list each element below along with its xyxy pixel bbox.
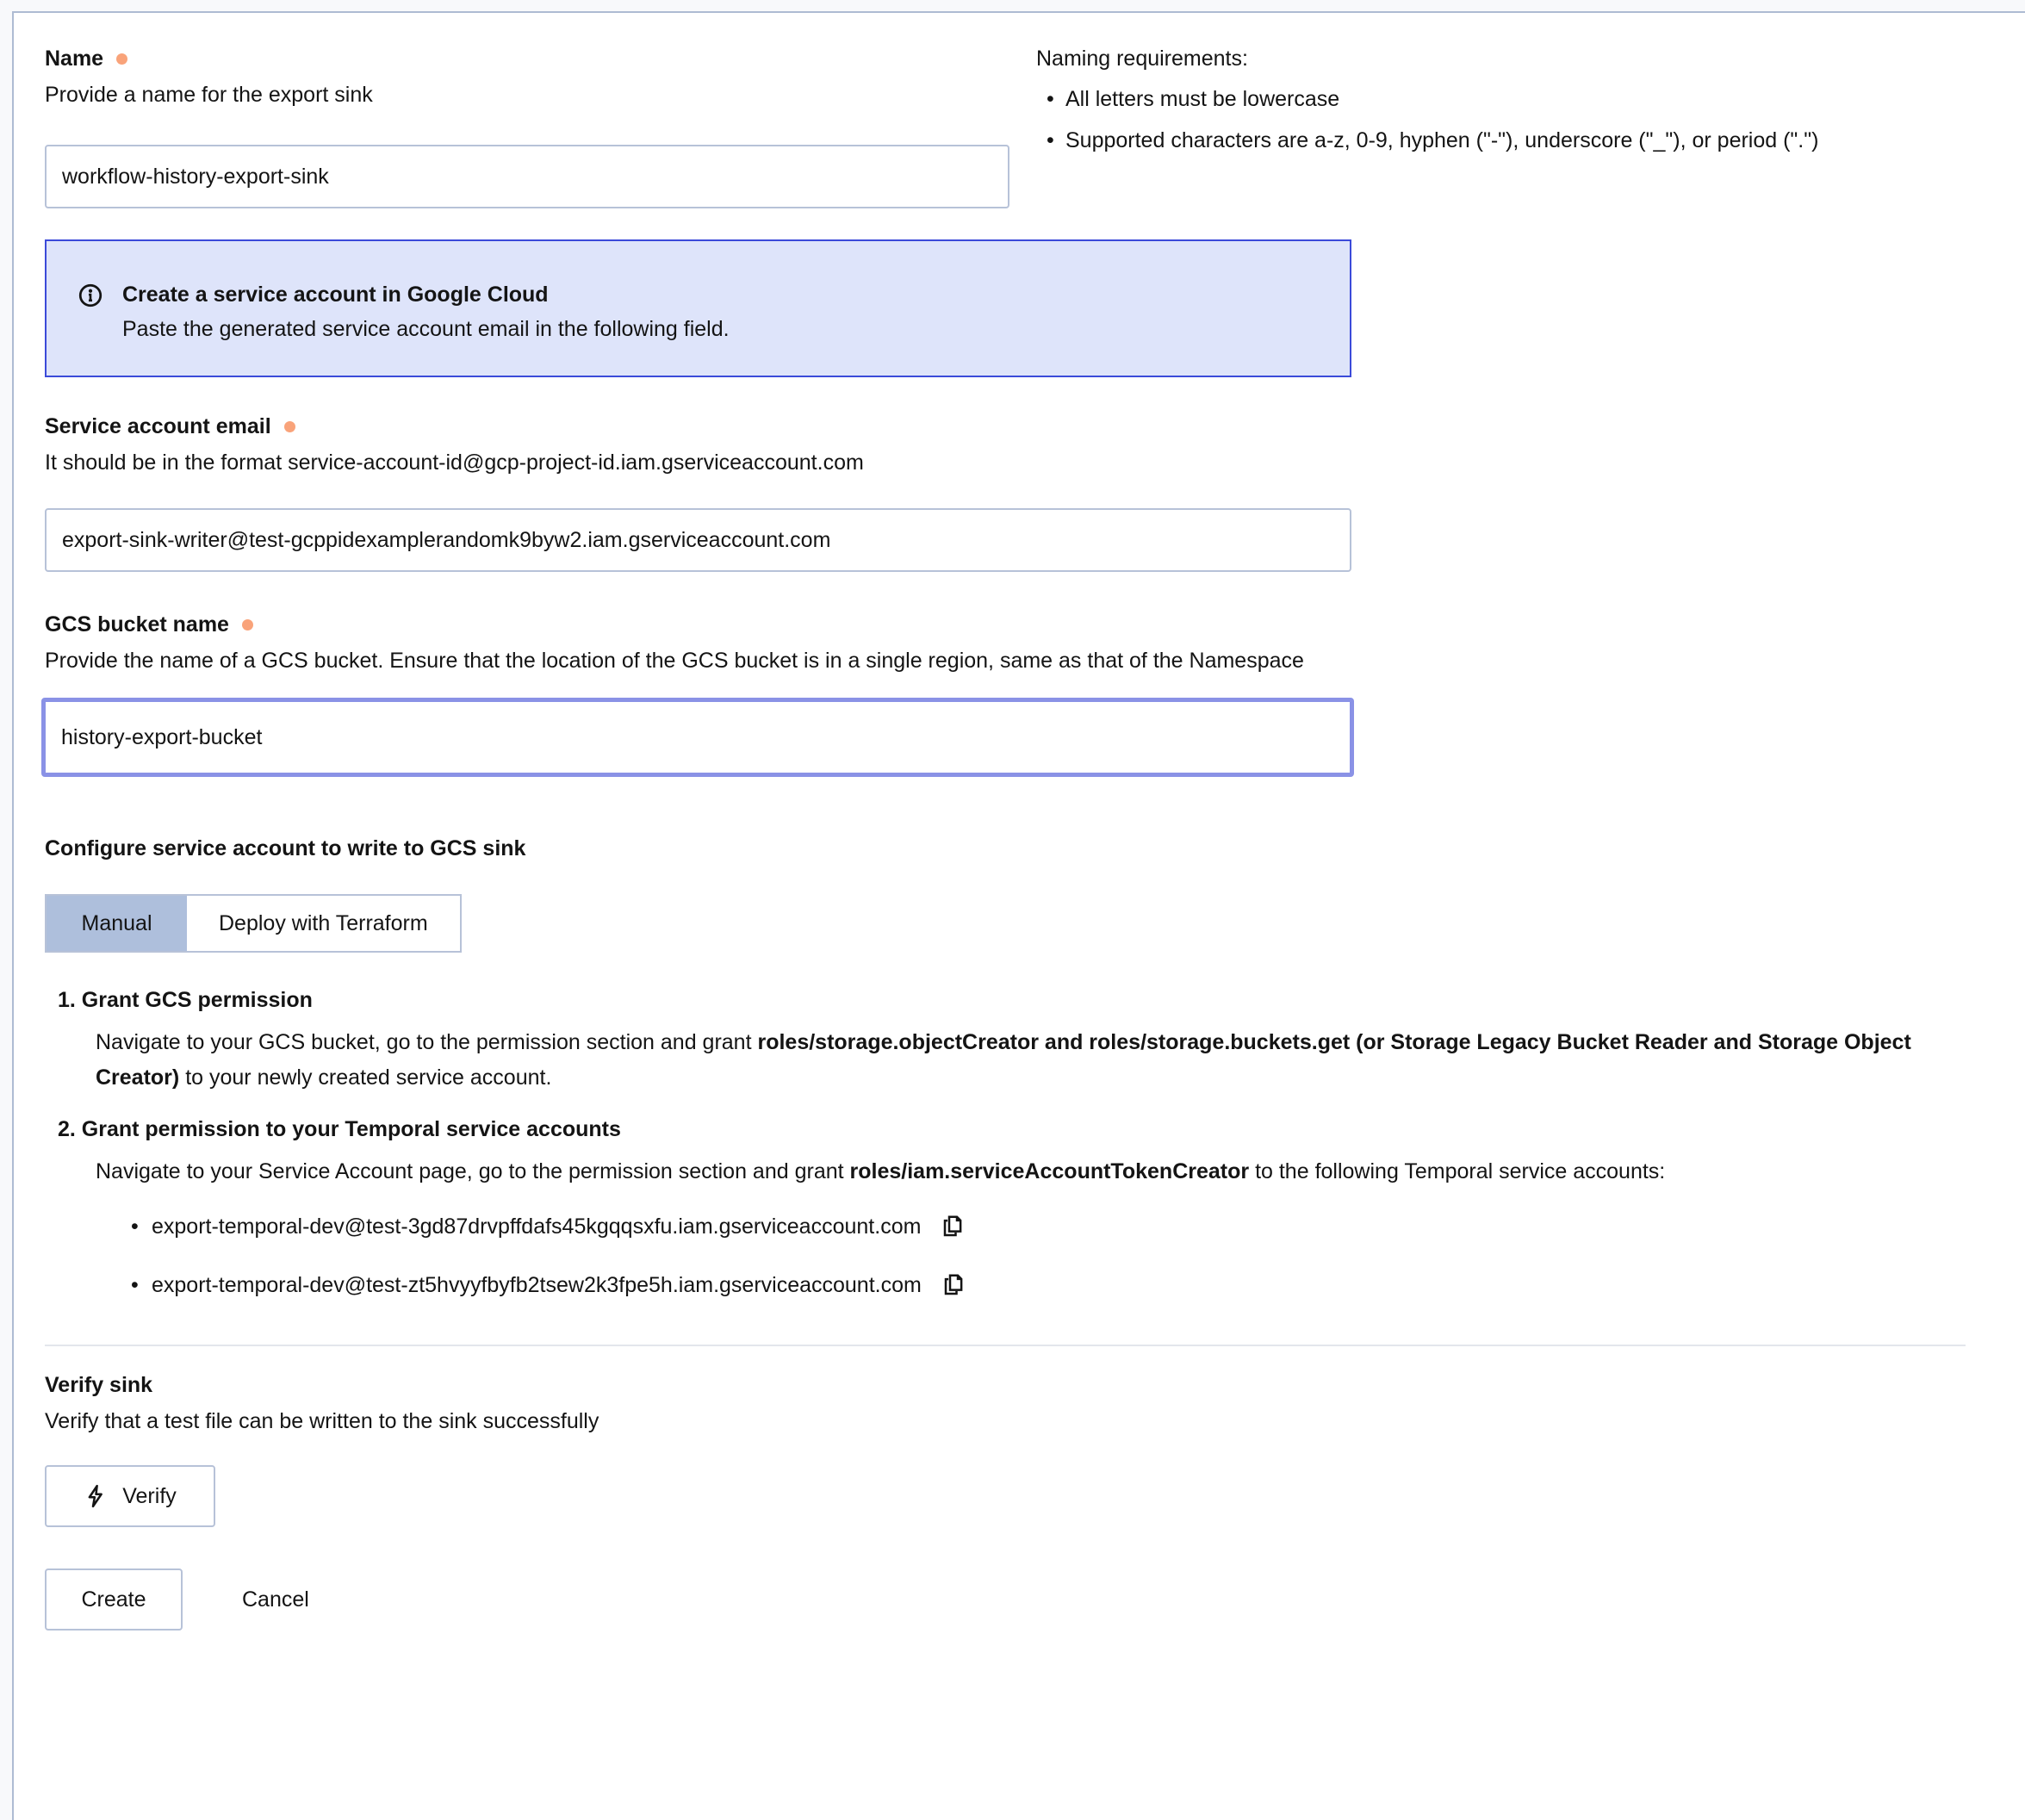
- bullet-icon: •: [1047, 128, 1054, 152]
- step-grant-gcs-permission: [58, 987, 1979, 1096]
- step-grant-temporal-permission: [58, 1116, 1979, 1190]
- step-text: Navigate to your GCS bucket, go to the permission section and grant: [96, 1030, 758, 1054]
- naming-requirement-item: [1036, 127, 1979, 154]
- step-text: to the following Temporal service accounts:: [1249, 1159, 1666, 1183]
- service-account-email-input[interactable]: [45, 508, 1351, 572]
- create-button[interactable]: Create: [45, 1568, 183, 1631]
- step-text: to your newly created service account.: [179, 1065, 552, 1090]
- verify-sink-title: Verify sink: [45, 1373, 153, 1397]
- name-input[interactable]: [45, 145, 1009, 208]
- step-text-bold: roles/iam.serviceAccountTokenCreator: [849, 1159, 1250, 1183]
- copy-icon[interactable]: [941, 1271, 968, 1299]
- temporal-service-account-list: [131, 1212, 1979, 1300]
- naming-requirements-list: [1036, 86, 1979, 154]
- form-content: [14, 13, 1979, 1631]
- naming-requirements-title: Naming requirements:: [1036, 47, 1248, 71]
- list-item: [131, 1270, 1979, 1300]
- step-body: [96, 1154, 1973, 1190]
- info-banner-description: Paste the generated service account email in the following field.: [122, 317, 730, 341]
- step-title: 1. Grant GCS permission: [58, 988, 313, 1012]
- list-item: [131, 1212, 1979, 1241]
- service-account-label-text: Service account email: [45, 414, 271, 438]
- name-label: [45, 46, 1009, 71]
- step-body: [96, 1025, 1973, 1096]
- naming-requirement-text: All letters must be lowercase: [1065, 87, 1340, 111]
- verify-sink-description: Verify that a test file can be written to the sink successfully: [45, 1409, 599, 1433]
- form-actions: [45, 1568, 1979, 1631]
- naming-requirements-section: [1036, 46, 1979, 208]
- bucket-label-text: GCS bucket name: [45, 612, 229, 637]
- top-row: [45, 46, 1979, 208]
- step-text-bold: roles/storage.objectCreator and roles/storage.buckets.get (or Storage Legacy Bucket Reader and Storage Object Creator): [96, 1030, 1911, 1090]
- info-icon: [78, 283, 103, 308]
- service-account-description: It should be in the format service-account-id@gcp-project-id.iam.gserviceaccount.com: [45, 450, 864, 475]
- required-dot-icon: [116, 53, 127, 65]
- cancel-button[interactable]: Cancel: [242, 1568, 309, 1631]
- copy-icon[interactable]: [940, 1213, 967, 1240]
- verify-button[interactable]: [45, 1465, 215, 1527]
- bucket-description: Provide the name of a GCS bucket. Ensure that the location of the GCS bucket is in a single region, same as that of the Namespace: [45, 649, 1304, 673]
- lightning-bolt-icon: [84, 1483, 109, 1509]
- section-divider: [45, 1345, 1966, 1346]
- tab-manual[interactable]: Manual: [47, 896, 187, 951]
- tab-deploy-with-terraform[interactable]: Deploy with Terraform: [187, 896, 460, 951]
- name-description: Provide a name for the export sink: [45, 83, 373, 107]
- bucket-section: [45, 612, 1979, 777]
- configure-section-title: Configure service account to write to GCS sink: [45, 836, 526, 860]
- bullet-icon: •: [131, 1214, 139, 1239]
- service-account-section: [45, 413, 1979, 572]
- name-field-section: [45, 46, 1009, 208]
- export-sink-form-panel: [12, 11, 2025, 1820]
- bucket-label: [45, 612, 1979, 637]
- info-banner-text: [122, 281, 730, 343]
- naming-requirement-item: [1036, 86, 1979, 113]
- step-text: Navigate to your Service Account page, go to the permission section and grant: [96, 1159, 850, 1183]
- required-dot-icon: [284, 421, 295, 432]
- temporal-service-account-email: export-temporal-dev@test-3gd87drvpffdafs45kgqqsxfu.iam.gserviceaccount.com: [152, 1214, 922, 1239]
- naming-requirement-text: Supported characters are a-z, 0-9, hyphen ("-"), underscore ("_"), or period ("."): [1065, 128, 1819, 152]
- bullet-icon: •: [131, 1272, 139, 1297]
- info-banner: [45, 239, 1351, 377]
- service-account-label: [45, 413, 1979, 439]
- bullet-icon: •: [1047, 87, 1054, 111]
- verify-button-label: Verify: [122, 1483, 177, 1508]
- required-dot-icon: [242, 619, 253, 630]
- info-banner-title: Create a service account in Google Cloud: [122, 283, 549, 307]
- configure-tab-group: [45, 894, 462, 953]
- name-label-text: Name: [45, 47, 104, 71]
- step-title: 2. Grant permission to your Temporal service accounts: [58, 1117, 621, 1141]
- bucket-name-input[interactable]: [41, 698, 1354, 777]
- temporal-service-account-email: export-temporal-dev@test-zt5hvyyfbyfb2tsew2k3fpe5h.iam.gserviceaccount.com: [152, 1273, 922, 1297]
